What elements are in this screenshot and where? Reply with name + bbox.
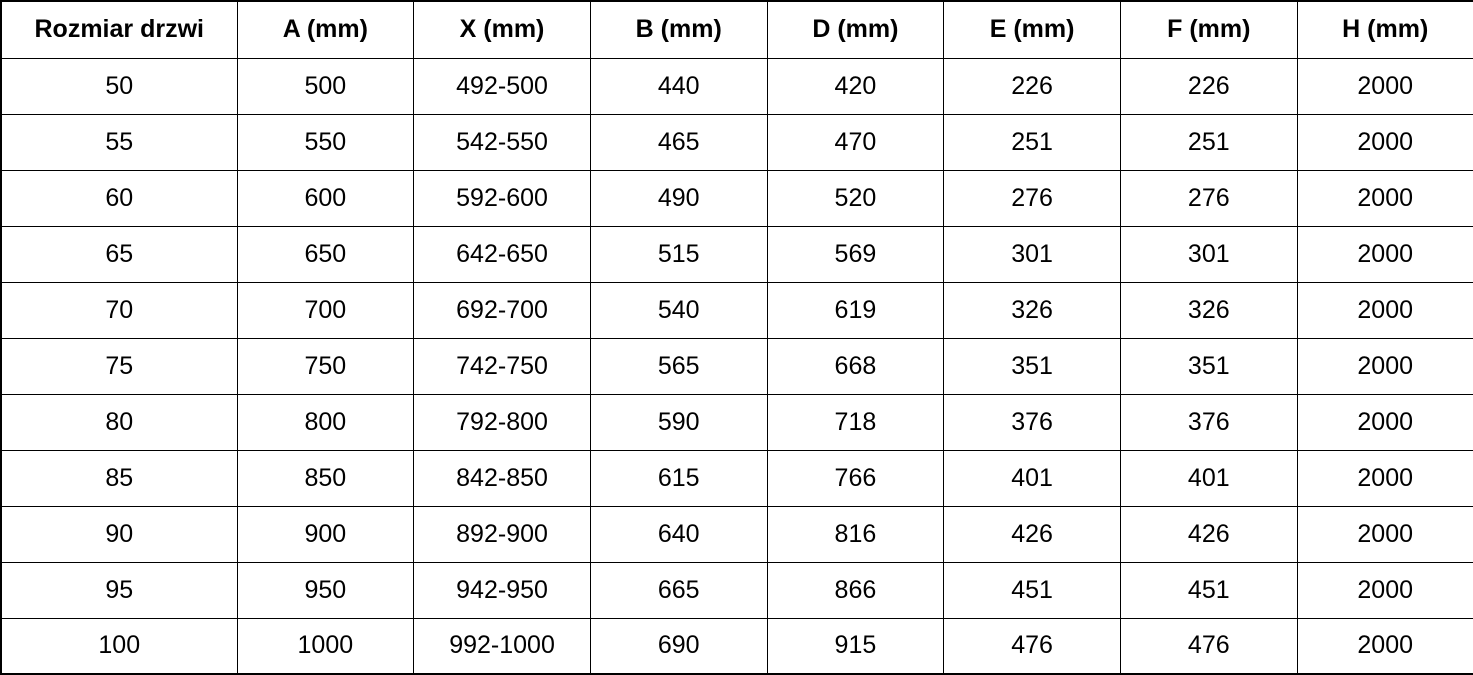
column-header-d: D (mm) [767, 1, 944, 58]
table-cell: 565 [590, 338, 767, 394]
table-cell: 619 [767, 282, 944, 338]
table-cell: 992-1000 [414, 618, 591, 674]
table-cell: 476 [1120, 618, 1297, 674]
table-cell: 542-550 [414, 114, 591, 170]
table-cell: 401 [1120, 450, 1297, 506]
table-cell: 592-600 [414, 170, 591, 226]
table-cell: 892-900 [414, 506, 591, 562]
table-cell: 700 [237, 282, 414, 338]
table-cell: 90 [1, 506, 237, 562]
table-cell: 490 [590, 170, 767, 226]
table-row [1, 226, 1473, 282]
column-header-f: F (mm) [1120, 1, 1297, 58]
table-row [1, 618, 1473, 674]
table-cell: 569 [767, 226, 944, 282]
table-cell: 520 [767, 170, 944, 226]
table-cell: 850 [237, 450, 414, 506]
table-cell: 492-500 [414, 58, 591, 114]
table-row [1, 506, 1473, 562]
table-cell: 251 [944, 114, 1121, 170]
table-cell: 950 [237, 562, 414, 618]
table-cell: 476 [944, 618, 1121, 674]
table-cell: 800 [237, 394, 414, 450]
table-cell: 426 [944, 506, 1121, 562]
table-cell: 326 [1120, 282, 1297, 338]
table-cell: 600 [237, 170, 414, 226]
table-cell: 668 [767, 338, 944, 394]
column-header-h: H (mm) [1297, 1, 1473, 58]
table-row [1, 394, 1473, 450]
table-cell: 301 [944, 226, 1121, 282]
table-cell: 351 [1120, 338, 1297, 394]
table-cell: 792-800 [414, 394, 591, 450]
table-cell: 915 [767, 618, 944, 674]
table-row [1, 282, 1473, 338]
table-cell: 85 [1, 450, 237, 506]
table-cell: 540 [590, 282, 767, 338]
table-cell: 65 [1, 226, 237, 282]
table-cell: 2000 [1297, 58, 1473, 114]
table-cell: 50 [1, 58, 237, 114]
table-cell: 226 [944, 58, 1121, 114]
table-row [1, 170, 1473, 226]
column-header-a: A (mm) [237, 1, 414, 58]
table-row [1, 338, 1473, 394]
table-cell: 816 [767, 506, 944, 562]
table-cell: 2000 [1297, 282, 1473, 338]
table-cell: 500 [237, 58, 414, 114]
table-cell: 900 [237, 506, 414, 562]
column-header-e: E (mm) [944, 1, 1121, 58]
table-cell: 301 [1120, 226, 1297, 282]
table-cell: 590 [590, 394, 767, 450]
table-cell: 276 [1120, 170, 1297, 226]
table-cell: 440 [590, 58, 767, 114]
table-cell: 2000 [1297, 562, 1473, 618]
table-cell: 2000 [1297, 506, 1473, 562]
table-cell: 766 [767, 450, 944, 506]
table-cell: 75 [1, 338, 237, 394]
table-cell: 2000 [1297, 170, 1473, 226]
table-cell: 750 [237, 338, 414, 394]
column-header-x: X (mm) [414, 1, 591, 58]
table-cell: 55 [1, 114, 237, 170]
table-cell: 515 [590, 226, 767, 282]
table-cell: 326 [944, 282, 1121, 338]
table-cell: 842-850 [414, 450, 591, 506]
table-cell: 70 [1, 282, 237, 338]
table-cell: 718 [767, 394, 944, 450]
table-cell: 2000 [1297, 618, 1473, 674]
table-cell: 665 [590, 562, 767, 618]
table-cell: 2000 [1297, 338, 1473, 394]
table-cell: 742-750 [414, 338, 591, 394]
table-cell: 276 [944, 170, 1121, 226]
table-cell: 2000 [1297, 226, 1473, 282]
table-cell: 470 [767, 114, 944, 170]
table-cell: 420 [767, 58, 944, 114]
table-cell: 426 [1120, 506, 1297, 562]
table-row [1, 58, 1473, 114]
table-row [1, 114, 1473, 170]
table-cell: 80 [1, 394, 237, 450]
table-cell: 226 [1120, 58, 1297, 114]
table-cell: 640 [590, 506, 767, 562]
table-cell: 650 [237, 226, 414, 282]
table-cell: 866 [767, 562, 944, 618]
table-cell: 615 [590, 450, 767, 506]
table-cell: 2000 [1297, 114, 1473, 170]
table-cell: 351 [944, 338, 1121, 394]
column-header-rozmiar-drzwi: Rozmiar drzwi [1, 1, 237, 58]
table-cell: 60 [1, 170, 237, 226]
table-cell: 451 [944, 562, 1121, 618]
table-cell: 942-950 [414, 562, 591, 618]
table-cell: 2000 [1297, 450, 1473, 506]
table-cell: 642-650 [414, 226, 591, 282]
table-cell: 376 [944, 394, 1121, 450]
table-cell: 2000 [1297, 394, 1473, 450]
table-cell: 100 [1, 618, 237, 674]
table-cell: 690 [590, 618, 767, 674]
header-row [1, 1, 1473, 58]
table-cell: 401 [944, 450, 1121, 506]
table-cell: 692-700 [414, 282, 591, 338]
table-row [1, 562, 1473, 618]
table-cell: 95 [1, 562, 237, 618]
table-cell: 251 [1120, 114, 1297, 170]
table-cell: 465 [590, 114, 767, 170]
table-cell: 1000 [237, 618, 414, 674]
table-cell: 451 [1120, 562, 1297, 618]
table-cell: 550 [237, 114, 414, 170]
table-row [1, 450, 1473, 506]
column-header-b: B (mm) [590, 1, 767, 58]
table-cell: 376 [1120, 394, 1297, 450]
